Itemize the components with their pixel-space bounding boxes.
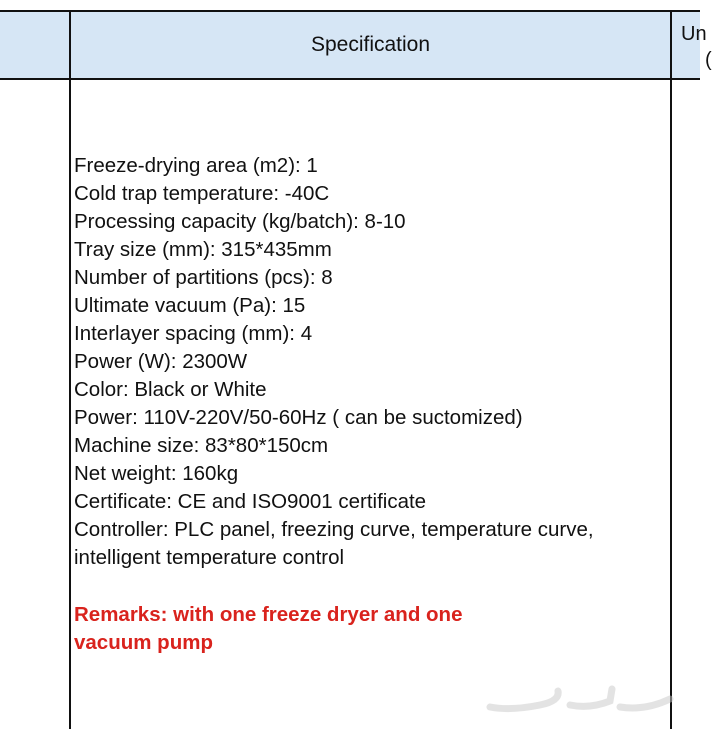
spec-line: Interlayer spacing (mm): 4: [74, 322, 313, 345]
spec-line: Power: 110V-220V/50-60Hz ( can be suctomized): [74, 406, 523, 429]
spec-line: Certificate: CE and ISO9001 certificate: [74, 490, 427, 513]
column-divider-left: [69, 80, 71, 729]
spec-line: Cold trap temperature: -40C: [74, 182, 330, 205]
header-right-line2: (: [705, 49, 712, 71]
spec-line: Controller: PLC panel, freezing curve, temperature curve,: [74, 518, 594, 541]
spec-line: Power (W): 2300W: [74, 350, 248, 373]
spec-line: Freeze-drying area (m2): 1: [74, 154, 318, 177]
spec-line: Ultimate vacuum (Pa): 15: [74, 294, 306, 317]
spec-line: Tray size (mm): 315*435mm: [74, 238, 332, 261]
remarks-line1: Remarks: with one freeze dryer and one: [74, 603, 463, 626]
header-cell-right: [672, 10, 712, 80]
remarks-line2: vacuum pump: [74, 631, 213, 654]
spec-line: Processing capacity (kg/batch): 8-10: [74, 210, 406, 233]
haraj-logo-watermark-icon: [480, 681, 680, 715]
spec-line: Net weight: 160kg: [74, 462, 239, 485]
specification-heading: Specification: [310, 33, 431, 56]
spec-line: intelligent temperature control: [74, 546, 345, 569]
spec-line: Machine size: 83*80*150cm: [74, 434, 329, 457]
spec-list: [74, 152, 664, 572]
remarks: [74, 601, 664, 657]
header-cell-specification: [69, 10, 672, 80]
column-divider-right: [670, 80, 672, 729]
specification-cell: [74, 152, 664, 657]
spec-line: Color: Black or White: [74, 378, 267, 401]
header-cell-left: [0, 10, 69, 80]
spec-line: Number of partitions (pcs): 8: [74, 266, 333, 289]
header-right-line1: Un: [681, 23, 707, 45]
